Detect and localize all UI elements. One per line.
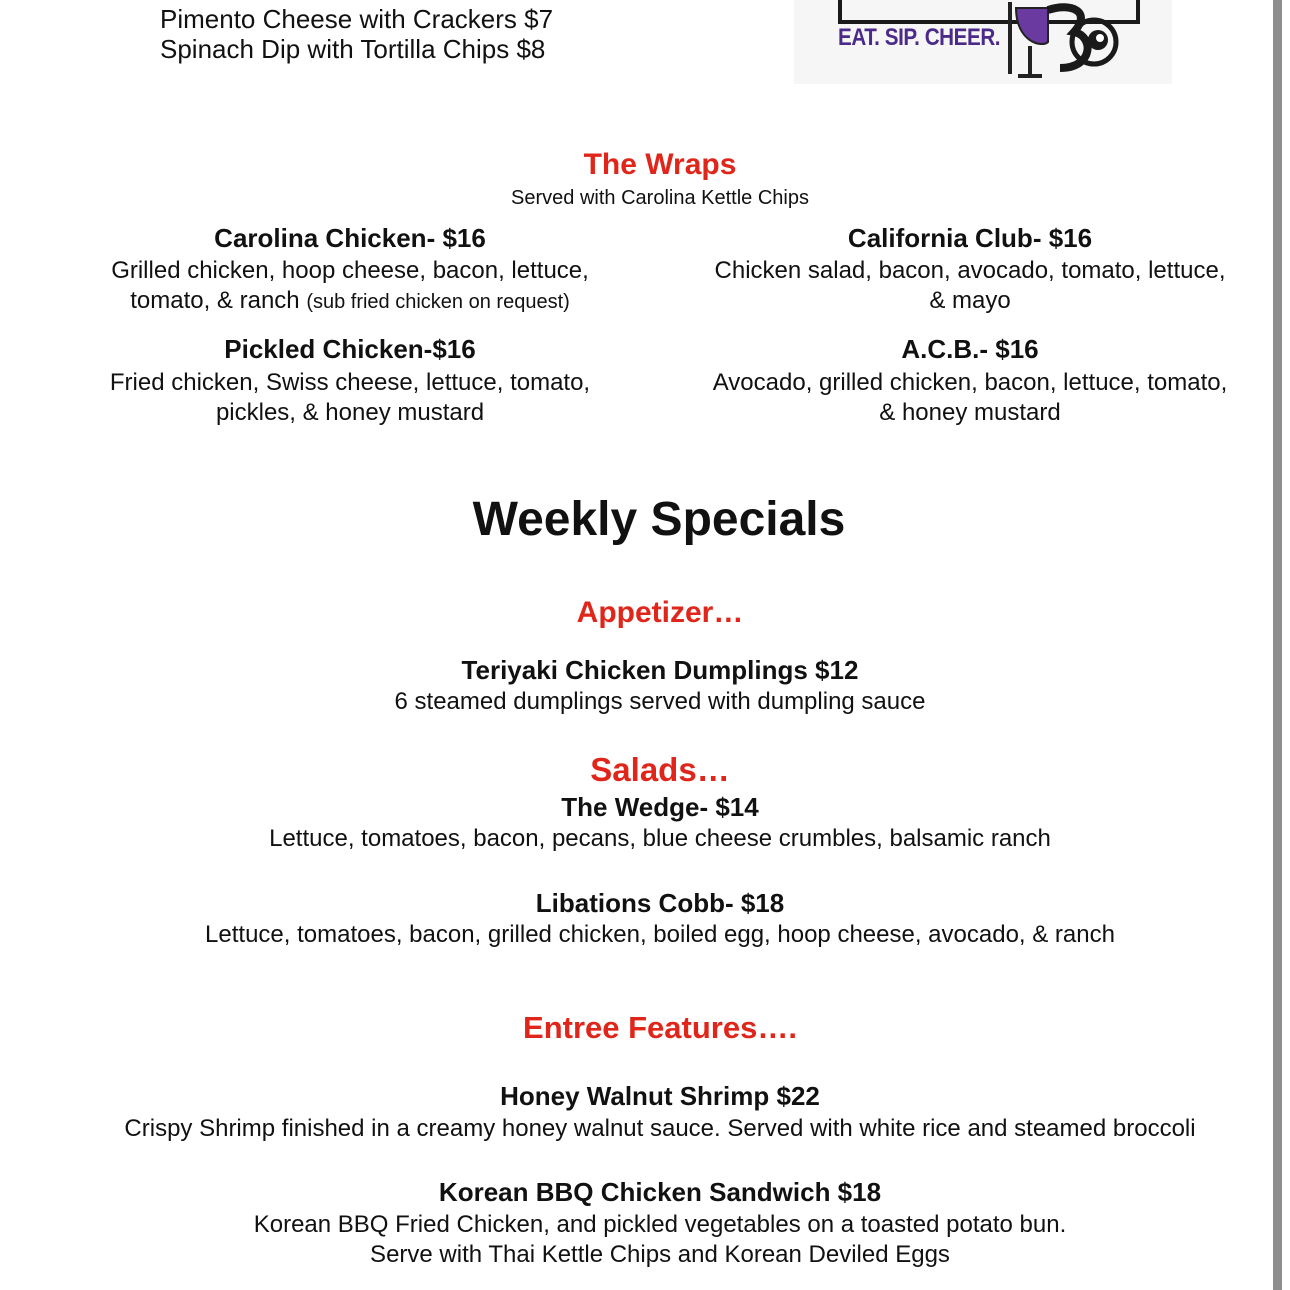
- entree-desc-korean-bbq-line1: Korean BBQ Fried Chicken, and pickled vegetables on a toasted potato bun.: [253, 1211, 1067, 1238]
- entree-name-korean-bbq: Korean BBQ Chicken Sandwich $18: [438, 1177, 882, 1207]
- wrap-desc-california-club-line2: & mayo: [929, 287, 1011, 314]
- menu-item-pimento-cheese: Pimento Cheese with Crackers $7: [160, 4, 554, 34]
- entree-desc-korean-bbq-line2: Serve with Thai Kettle Chips and Korean Deviled Eggs: [370, 1241, 950, 1268]
- section-heading-entrees: Entree Features….: [523, 1010, 797, 1045]
- salad-name-cobb: Libations Cobb- $18: [535, 888, 785, 918]
- salad-desc-cobb: Lettuce, tomatoes, bacon, grilled chicken, boiled egg, hoop cheese, avocado, & ranch: [205, 921, 1115, 948]
- wrap-desc-california-club-line1: Chicken salad, bacon, avocado, tomato, lettuce,: [714, 257, 1226, 284]
- special-name-dumplings: Teriyaki Chicken Dumplings $12: [461, 655, 859, 685]
- salad-name-wedge: The Wedge- $14: [561, 792, 759, 822]
- wrap-desc-carolina-chicken-line2: [130, 287, 570, 315]
- page-title-weekly-specials: Weekly Specials: [472, 493, 846, 546]
- restaurant-logo: [794, 0, 1172, 84]
- wrap-desc-carolina-chicken-main: tomato, & ranch: [130, 287, 300, 314]
- vertical-scrollbar[interactable]: [1273, 0, 1282, 1290]
- wrap-desc-acb-line1: Avocado, grilled chicken, bacon, lettuce, tomato,: [712, 369, 1228, 396]
- wrap-name-acb: A.C.B.- $16: [901, 334, 1039, 364]
- entree-desc-honey-walnut-shrimp: Crispy Shrimp finished in a creamy honey walnut sauce. Served with white rice and steamed broccoli: [124, 1115, 1196, 1142]
- section-heading-salads: Salads…: [590, 751, 730, 788]
- wrap-name-california-club: California Club- $16: [847, 223, 1093, 253]
- wrap-desc-acb-line2: & honey mustard: [879, 399, 1061, 426]
- menu-item-spinach-dip: Spinach Dip with Tortilla Chips $8: [160, 34, 546, 64]
- wrap-desc-carolina-chicken-line1: Grilled chicken, hoop cheese, bacon, lettuce,: [111, 257, 589, 284]
- salad-desc-wedge: Lettuce, tomatoes, bacon, pecans, blue cheese crumbles, balsamic ranch: [269, 825, 1051, 852]
- entree-name-honey-walnut-shrimp: Honey Walnut Shrimp $22: [500, 1081, 820, 1111]
- section-subtitle-wraps: Served with Carolina Kettle Chips: [511, 187, 809, 209]
- section-heading-wraps: The Wraps: [583, 148, 737, 181]
- wrap-desc-pickled-chicken-line1: Fried chicken, Swiss cheese, lettuce, tomato,: [109, 369, 591, 396]
- special-desc-dumplings: 6 steamed dumplings served with dumpling sauce: [394, 688, 926, 715]
- wrap-desc-pickled-chicken-line2: pickles, & honey mustard: [215, 399, 485, 426]
- wine-glass-13-icon: [1002, 2, 1132, 84]
- section-heading-appetizer: Appetizer…: [576, 596, 744, 629]
- logo-tagline: EAT. SIP. CHEER.: [838, 24, 1001, 51]
- wrap-name-pickled-chicken: Pickled Chicken-$16: [224, 334, 476, 364]
- wrap-name-carolina-chicken: Carolina Chicken- $16: [214, 223, 486, 253]
- wrap-note-carolina-chicken: (sub fried chicken on request): [306, 291, 570, 313]
